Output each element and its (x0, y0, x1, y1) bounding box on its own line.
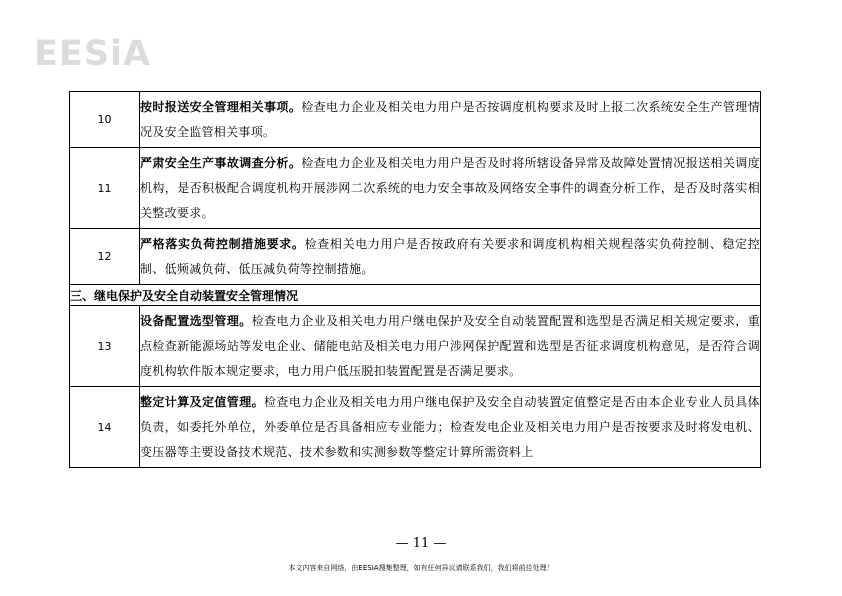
row-number: 14 (70, 387, 140, 468)
row-content (140, 306, 761, 387)
row-heading: 按时报送安全管理相关事项。 (140, 99, 302, 114)
row-content (140, 387, 761, 468)
row-heading: 严格落实负荷控制措施要求。 (140, 236, 305, 251)
row-body: 检查电力企业及相关电力用户继电保护及安全自动装置配置和选型是否满足相关规定要求，重点检查新能源场站等发电企业、储能电站及相关电力用户涉网保护配置和选型是否征求调度机构意见，是否符合调度机构软件版本规定要求，电力用户低压脱扣装置配置是否满足要求。 (140, 313, 760, 378)
row-content (140, 229, 761, 285)
row-heading: 严肃安全生产事故调查分析。 (140, 155, 302, 170)
section-row (70, 285, 761, 306)
row-heading: 设备配置选型管理。 (140, 313, 252, 328)
row-number: 10 (70, 92, 140, 148)
row-number: 12 (70, 229, 140, 285)
page-number: — 11 — (395, 536, 447, 551)
table-row (70, 148, 761, 229)
row-number: 11 (70, 148, 140, 229)
row-heading: 整定计算及定值管理。 (140, 394, 265, 409)
table-row (70, 306, 761, 387)
inspection-table (69, 91, 761, 468)
row-number: 13 (70, 306, 140, 387)
row-content (140, 148, 761, 229)
row-body: 检查电力企业及相关电力用户是否按调度机构要求及时上报二次系统安全生产管理情况及安全监管相关事项。 (140, 99, 760, 139)
footer-disclaimer: 本文内容来自网络，由EESIA搜集整理，如有任何异议请联系我们，我们将前往处理！ (288, 564, 554, 572)
row-body: 检查相关电力用户是否按政府有关要求和调度机构相关规程落实负荷控制、稳定控制、低频减负荷、低压减负荷等控制措施。 (140, 236, 760, 276)
row-body: 检查电力企业及相关电力用户继电保护及安全自动装置定值整定是否由本企业专业人员具体负责，如委托外单位，外委单位是否具备相应专业能力；检查发电企业及相关电力用户是否按要求及时将发电机、变压器等主要设备技术规范、技术参数和实测参数等整定计算所需资料上 (140, 394, 760, 459)
section-heading: 三、继电保护及安全自动装置安全管理情况 (70, 285, 761, 306)
eesia-logo: EESiA (34, 34, 152, 74)
table-row (70, 92, 761, 148)
row-body: 检查电力企业及相关电力用户是否及时将所辖设备异常及故障处置情况报送相关调度机构，是否积极配合调度机构开展涉网二次系统的电力安全事故及网络安全事件的调查分析工作，是否及时落实相关整改要求。 (140, 155, 760, 220)
row-content (140, 92, 761, 148)
table-row (70, 387, 761, 468)
table-row (70, 229, 761, 285)
